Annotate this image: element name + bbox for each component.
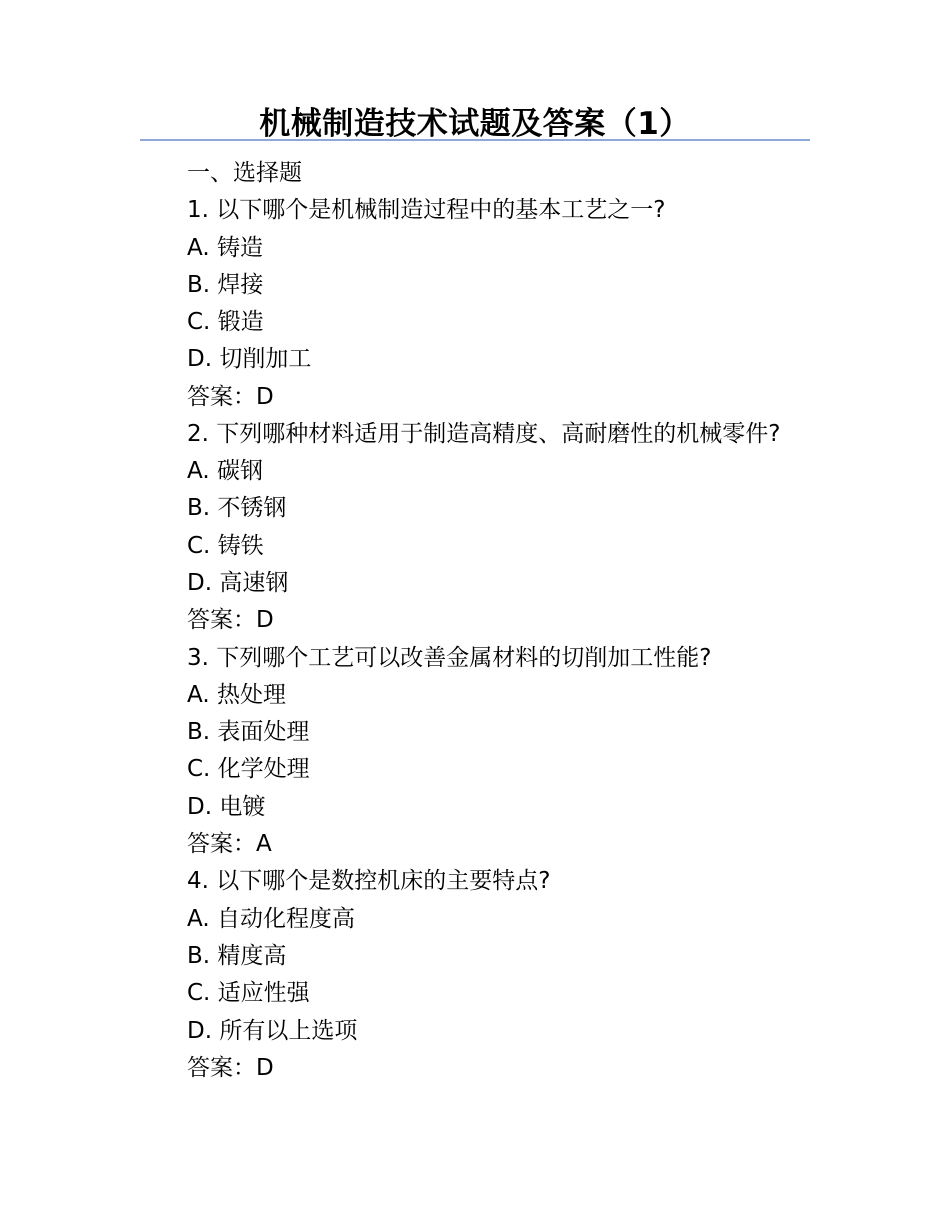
document-body xyxy=(140,155,810,1087)
question-3-option-d: D. 电镀 xyxy=(187,793,266,820)
question-4-option-b: B. 精度高 xyxy=(187,942,287,969)
question-2-option-a: A. 碳钢 xyxy=(187,458,263,485)
question-4-option-d: D. 所有以上选项 xyxy=(187,1017,358,1044)
question-1-option-c: C. 锻造 xyxy=(187,309,264,336)
question-4-option-a: A. 自动化程度高 xyxy=(187,905,355,932)
question-4-answer: 答案：D xyxy=(187,1054,274,1081)
question-1-option-d: D. 切削加工 xyxy=(187,346,312,373)
question-2-answer: 答案：D xyxy=(187,607,274,634)
question-2-option-b: B. 不锈钢 xyxy=(187,495,287,522)
question-3-option-b: B. 表面处理 xyxy=(187,719,310,746)
question-3-answer: 答案：A xyxy=(187,831,272,858)
question-1-option-b: B. 焊接 xyxy=(187,271,264,298)
question-3-option-c: C. 化学处理 xyxy=(187,756,310,783)
question-4-text: 4. 以下哪个是数控机床的主要特点? xyxy=(187,868,551,895)
title-underline xyxy=(140,139,810,141)
question-2-option-d: D. 高速钢 xyxy=(187,569,289,596)
page-title: 机械制造技术试题及答案（1） xyxy=(259,106,691,142)
question-1-option-a: A. 铸造 xyxy=(187,234,263,261)
question-1-text: 1. 以下哪个是机械制造过程中的基本工艺之一? xyxy=(187,197,666,224)
question-1-answer: 答案：D xyxy=(187,383,274,410)
question-4-option-c: C. 适应性强 xyxy=(187,980,310,1007)
section-heading: 一、选择题 xyxy=(187,160,302,186)
question-3-option-a: A. 热处理 xyxy=(187,681,286,708)
question-2-option-c: C. 铸铁 xyxy=(187,532,264,559)
question-3-text: 3. 下列哪个工艺可以改善金属材料的切削加工性能? xyxy=(187,644,712,671)
question-2-text: 2. 下列哪种材料适用于制造高精度、高耐磨性的机械零件? xyxy=(187,421,781,448)
